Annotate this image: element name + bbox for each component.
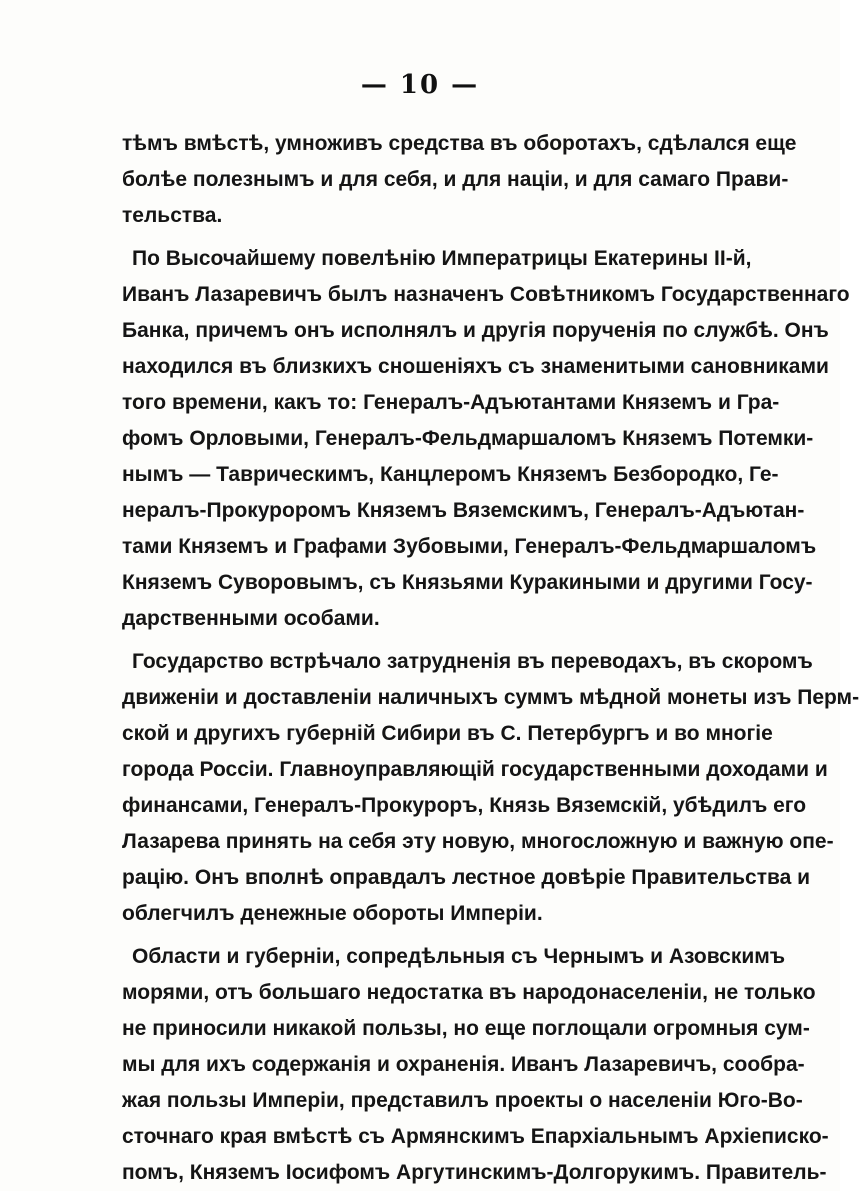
- text-line: тѣмъ вмѣстѣ, умноживъ средства въ оборотахъ, сдѣлался еще: [122, 132, 797, 155]
- text-line: облегчилъ денежные обороты Имперіи.: [122, 902, 543, 925]
- paragraph-2: [122, 241, 850, 637]
- text-line: Области и губерніи, сопредѣльныя съ Чернымъ и Азовскимъ: [132, 945, 786, 968]
- text-line: жая пользы Имперіи, представилъ проекты о населеніи Юго-Во-: [122, 1089, 803, 1112]
- text-line: помъ, Княземъ Іосифомъ Аргутинскимъ-Долгорукимъ. Правитель-: [122, 1161, 827, 1184]
- text-line: не приносили никакой пользы, но еще поглощали огромныя сум-: [122, 1017, 810, 1040]
- text-line: По Высочайшему повелѣнію Императрицы Екатерины II-й,: [132, 247, 752, 270]
- text-line: морями, отъ большаго недостатка въ народонаселеніи, не только: [122, 981, 816, 1004]
- text-line: находился въ близкихъ сношеніяхъ съ знаменитыми сановниками: [122, 355, 829, 378]
- paragraph-gap: [122, 234, 712, 241]
- text-line: Иванъ Лазаревичъ былъ назначенъ Совѣтникомъ Государственнаго: [122, 283, 850, 306]
- text-line: болѣе полезнымъ и для себя, и для націи, и для самаго Прави-: [122, 168, 789, 191]
- text-line: финансами, Генералъ-Прокуроръ, Князь Вяземскій, убѣдилъ его: [122, 794, 807, 817]
- text-line: дарственными особами.: [122, 607, 380, 630]
- text-line: сточнаго края вмѣстѣ съ Армянскимъ Епархіальнымъ Архіеписко-: [122, 1125, 829, 1148]
- paragraph-1: [122, 126, 797, 234]
- text-line: Лазарева принять на себя эту новую, многосложную и важную опе-: [122, 830, 834, 853]
- text-line: Банка, причемъ онъ исполнялъ и другія порученія по службѣ. Онъ: [122, 319, 829, 342]
- text-line: мы для ихъ содержанія и охраненія. Иванъ Лазаревичъ, сообра-: [122, 1053, 805, 1076]
- text-line: того времени, какъ то: Генералъ-Адъютантами Княземъ и Гра-: [122, 391, 780, 414]
- text-line: Княземъ Суворовымъ, съ Князьями Куракиными и другими Госу-: [122, 571, 813, 594]
- text-line: ской и другихъ губерній Сибири въ С. Петербургъ и во многіе: [122, 722, 773, 745]
- paragraph-3: [122, 644, 859, 932]
- text-line: фомъ Орловыми, Генералъ-Фельдмаршаломъ Княземъ Потемки-: [122, 427, 814, 450]
- body-text: [122, 126, 859, 1191]
- text-line: движеніи и доставленіи наличныхъ суммъ мѣдной монеты изъ Перм-: [122, 686, 859, 709]
- page-number: — 10 —: [360, 70, 480, 100]
- paragraph-gap: [122, 637, 712, 644]
- text-line: города Россіи. Главноуправляющій государственными доходами и: [122, 758, 828, 781]
- text-line: нералъ-Прокуроромъ Княземъ Вяземскимъ, Генералъ-Адъютан-: [122, 499, 805, 522]
- text-line: нымъ — Таврическимъ, Канцлеромъ Княземъ Безбородко, Ге-: [122, 463, 779, 486]
- text-line: рацію. Онъ вполнѣ оправдалъ лестное довѣріе Правительства и: [122, 866, 811, 889]
- paragraph-4: [122, 939, 829, 1191]
- text-line: Государство встрѣчало затрудненія въ переводахъ, въ скоромъ: [132, 650, 813, 673]
- text-line: тельства.: [122, 204, 223, 227]
- paragraph-gap: [122, 932, 712, 939]
- text-line: тами Княземъ и Графами Зубовыми, Генералъ-Фельдмаршаломъ: [122, 535, 817, 558]
